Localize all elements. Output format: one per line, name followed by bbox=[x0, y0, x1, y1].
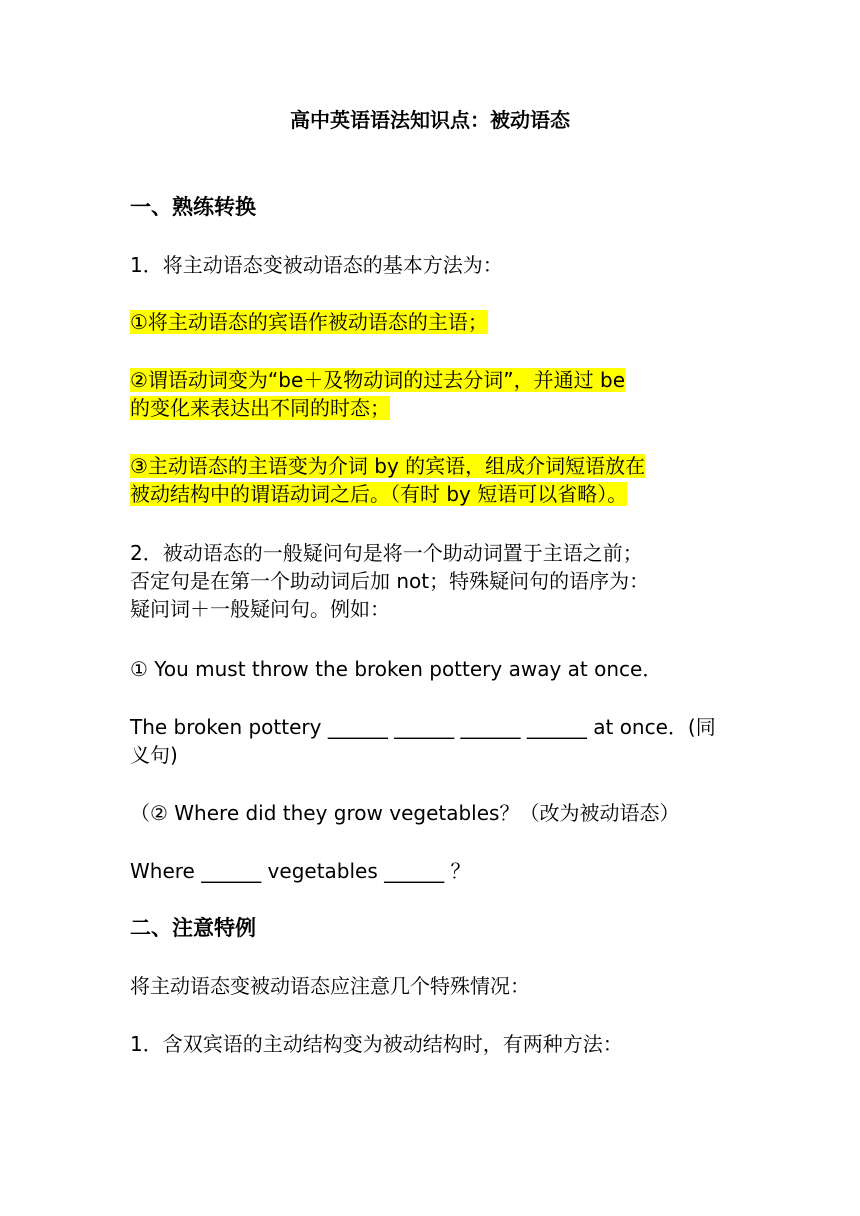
example-1-answer-line-1: The broken pottery ______ ______ ______ ______ at once．(同 bbox=[130, 715, 716, 739]
rule-3-text-2: 被动结构中的谓语动词之后。（有时 by 短语可以省略）。 bbox=[130, 482, 628, 506]
paragraph-question-line-2: 否定句是在第一个助动词后加 not；特殊疑问句的语序为： bbox=[130, 569, 650, 593]
rule-3-line-1 bbox=[130, 452, 740, 480]
rule-2-text-2: 的变化来表达出不同的时态； bbox=[130, 396, 390, 420]
rule-1-text: ①将主动语态的宾语作被动语态的主语； bbox=[130, 310, 488, 334]
rule-3-text-1: ③主动语态的主语变为介词 by 的宾语，组成介词短语放在 bbox=[130, 454, 646, 478]
example-1-answer-line-2: 义句) bbox=[130, 743, 178, 767]
paragraph-question-line-1: 2．被动语态的一般疑问句是将一个助动词置于主语之前； bbox=[130, 541, 643, 565]
paragraph-special-cases: 将主动语态变被动语态应注意几个特殊情况： bbox=[130, 974, 530, 998]
paragraph-question-line-3: 疑问词＋一般疑问句。例如： bbox=[130, 597, 390, 621]
paragraph-double-object: 1．含双宾语的主动结构变为被动结构时，有两种方法： bbox=[130, 1032, 623, 1056]
rule-2-line-2 bbox=[130, 394, 740, 422]
page-title: 高中英语语法知识点：被动语态 bbox=[290, 108, 570, 132]
example-1: ① You must throw the broken pottery away at once． bbox=[130, 657, 663, 681]
rule-3-line-2 bbox=[130, 480, 740, 508]
rule-1 bbox=[130, 308, 740, 336]
section-heading-2: 二、注意特例 bbox=[130, 916, 256, 940]
rule-2-text-1: ②谓语动词变为“be＋及物动词的过去分词”，并通过 be bbox=[130, 368, 626, 392]
example-2: （② Where did they grow vegetables？（改为被动语态） bbox=[130, 801, 680, 825]
rule-2-line-1 bbox=[130, 366, 740, 394]
section-heading-1: 一、熟练转换 bbox=[130, 195, 256, 219]
example-2-answer: Where ______ vegetables ______ ？ bbox=[130, 859, 471, 883]
paragraph-method: 1．将主动语态变被动语态的基本方法为： bbox=[130, 253, 503, 277]
